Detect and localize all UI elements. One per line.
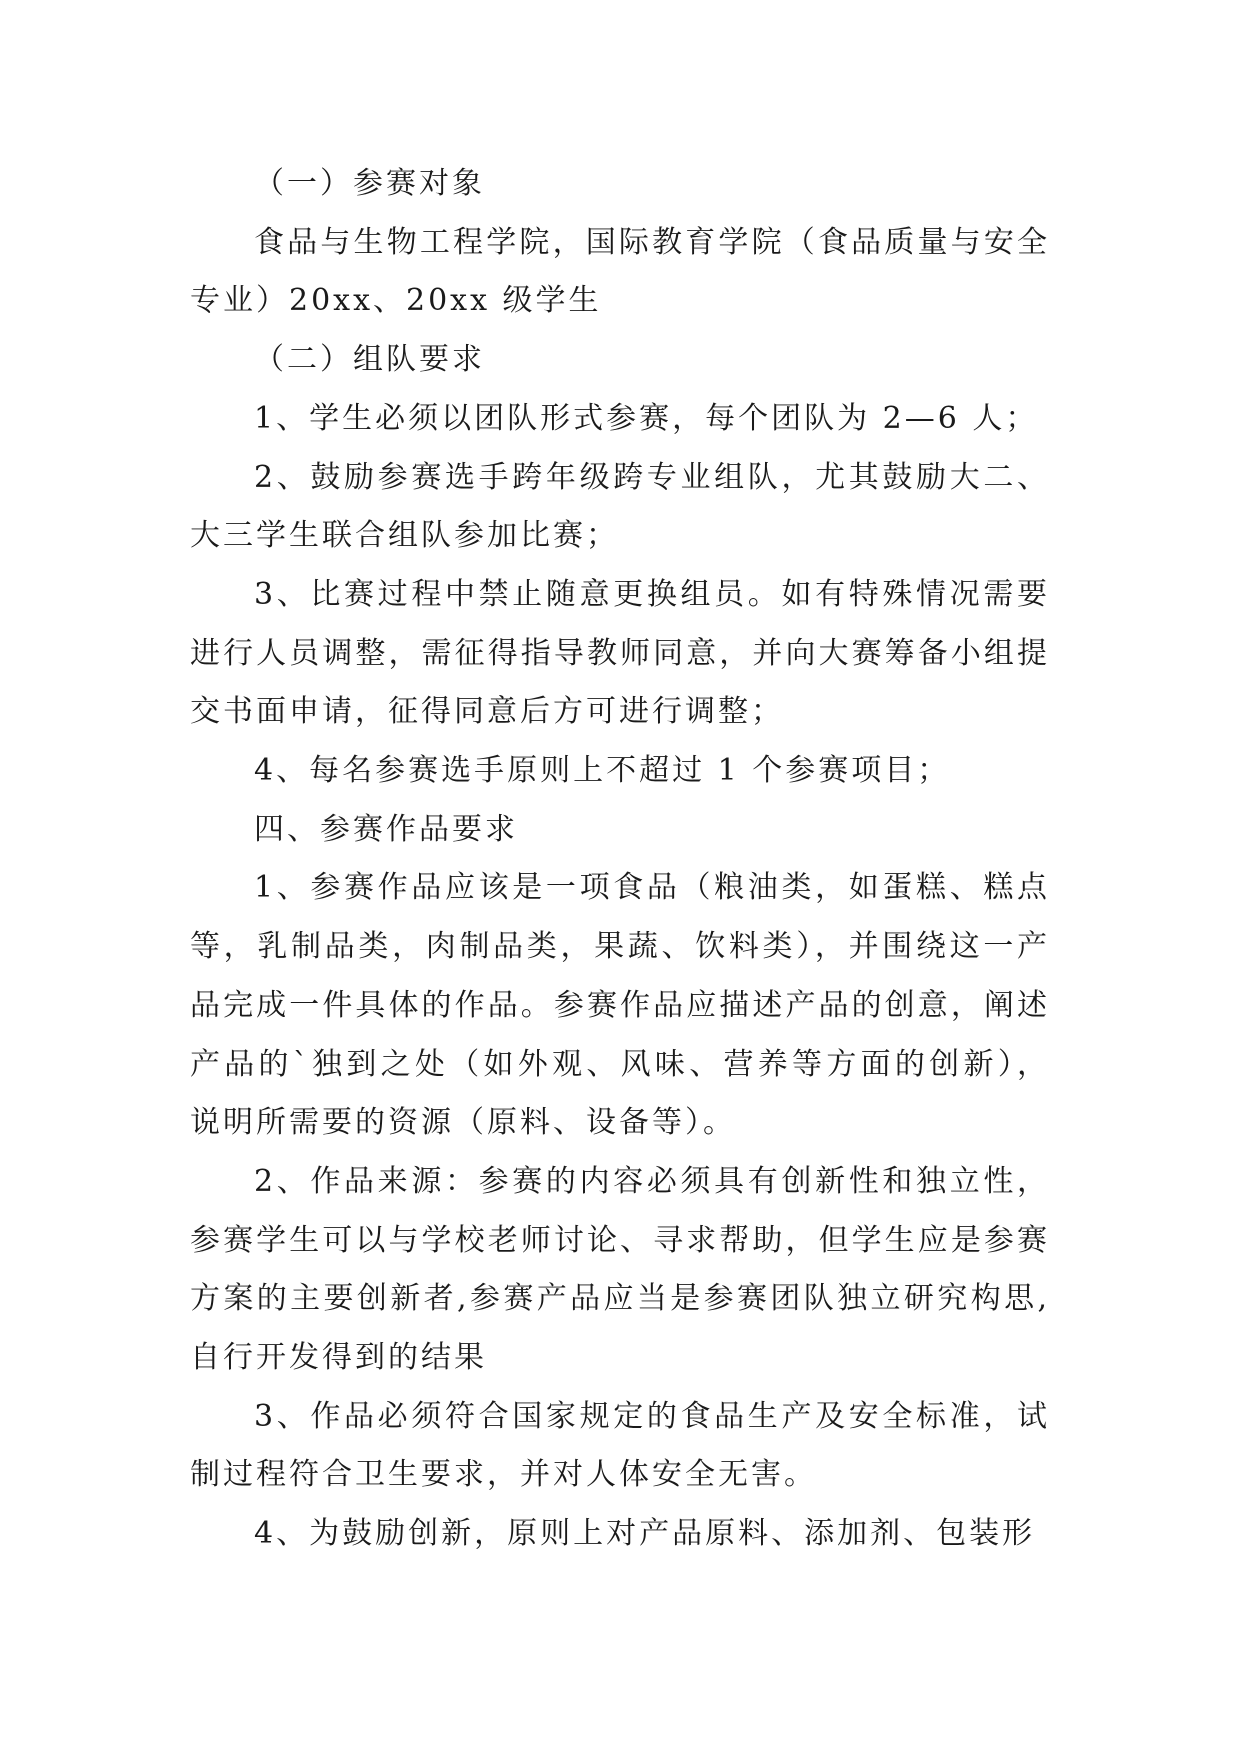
paragraph-team-rule-4: 4、每名参赛选手原则上不超过 1 个参赛项目；: [254, 753, 951, 789]
section-heading-entry-requirements: 四、参赛作品要求: [254, 811, 518, 847]
document-body: [190, 155, 1050, 1564]
paragraph-entry-rule-2: 2、作品来源：参赛的内容必须具有创新性和独立性，参赛学生可以与学校老师讨论、寻求帮助，但学生应是参赛方案的主要创新者,参赛产品应当是参赛团队独立研究构思,自行开发得到的结果: [190, 1163, 1050, 1376]
paragraph-participants: 食品与生物工程学院，国际教育学院（食品质量与安全专业）20xx、20xx 级学生: [190, 224, 1050, 319]
paragraph-entry-rule-1: 1、参赛作品应该是一项食品（粮油类，如蛋糕、糕点等，乳制品类，肉制品类，果蔬、饮料类），并围绕这一产品完成一件具体的作品。参赛作品应描述产品的创意，阐述产品的`独到之处（如外观、风味、营养等方面的创新），说明所需要的资源（原料、设备等）。: [190, 870, 1050, 1141]
paragraph-entry-rule-3: 3、作品必须符合国家规定的食品生产及安全标准，试制过程符合卫生要求，并对人体安全无害。: [190, 1398, 1050, 1493]
section-heading-participants: （一）参赛对象: [254, 166, 485, 201]
section-heading-team-requirements: （二）组队要求: [254, 342, 485, 378]
paragraph-team-rule-2: 2、鼓励参赛选手跨年级跨专业组队，尤其鼓励大二、大三学生联合组队参加比赛；: [190, 459, 1050, 554]
paragraph-team-rule-1: 1、学生必须以团队形式参赛，每个团队为 2—6 人；: [254, 400, 1039, 436]
paragraph-team-rule-3: 3、比赛过程中禁止随意更换组员。如有特殊情况需要进行人员调整，需征得指导教师同意，并向大赛筹备小组提交书面申请，征得同意后方可进行调整；: [190, 576, 1050, 730]
paragraph-entry-rule-4: 4、为鼓励创新，原则上对产品原料、添加剂、包装形: [254, 1516, 1036, 1552]
